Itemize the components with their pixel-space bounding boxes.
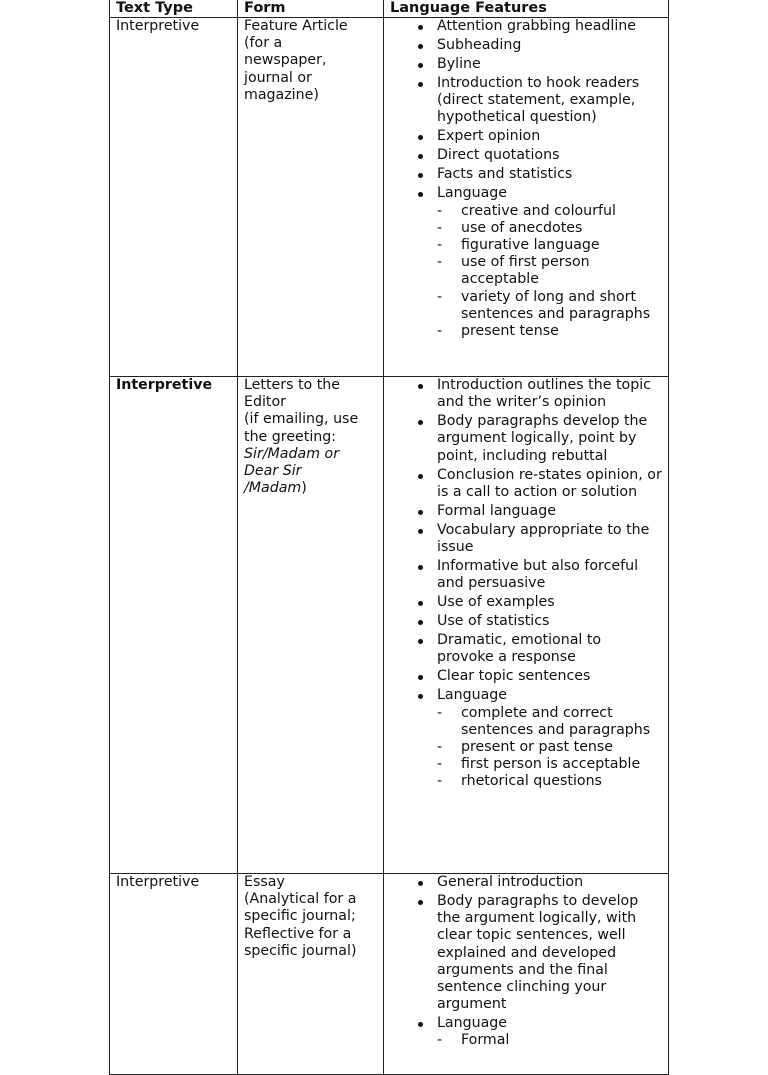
form-line: (Analytical for a xyxy=(244,891,357,908)
table-row xyxy=(110,18,669,377)
table-row xyxy=(110,377,669,874)
text-type: Interpretive xyxy=(116,18,200,34)
language-features-table xyxy=(109,0,669,1075)
feature-item: Introduction to hook readers (direct statement, example, hypothetical question) xyxy=(390,75,662,127)
form-line: the greeting: xyxy=(244,428,337,445)
feature-item: General introduction xyxy=(390,874,662,891)
text-type-cell xyxy=(110,874,238,1075)
feature-item: Clear topic sentences xyxy=(390,668,662,685)
form-line: Essay xyxy=(244,874,285,890)
feature-item: Dramatic, emotional to provoke a response xyxy=(390,632,662,666)
sub-feature-item: - creative and colourful xyxy=(437,203,662,220)
header-form: Form xyxy=(238,0,384,18)
feature-item: Facts and statistics xyxy=(390,166,662,183)
feature-item: Body paragraphs to develop the argument logically, with clear topic sentences, well explained and developed arguments and the final sentence clinching your argument xyxy=(390,893,662,1013)
text-type: Interpretive xyxy=(116,874,200,890)
form-line-italic: Sir/Madam or xyxy=(244,445,340,462)
feature-item xyxy=(390,687,662,790)
features-list xyxy=(390,377,662,791)
feature-item: Direct quotations xyxy=(390,147,662,164)
header-language-features: Language Features xyxy=(384,0,669,18)
feature-item: Subheading xyxy=(390,37,662,54)
feature-item: Conclusion re-states opinion, or is a call to action or solution xyxy=(390,467,662,501)
feature-item xyxy=(390,1015,662,1049)
sub-feature-item: - present or past tense xyxy=(437,739,662,756)
form-line: specific journal; xyxy=(244,908,356,925)
sub-feature-item: - use of anecdotes xyxy=(437,220,662,237)
features-cell xyxy=(384,377,669,874)
features-list xyxy=(390,874,662,1050)
features-list xyxy=(390,18,662,340)
feature-item: Informative but also forceful and persuasive xyxy=(390,558,662,592)
text-type-cell xyxy=(110,18,238,377)
feature-item: Introduction outlines the topic and the writer’s opinion xyxy=(390,377,662,411)
form-line: Reflective for a xyxy=(244,925,352,942)
feature-item: Use of examples xyxy=(390,594,662,611)
table-row xyxy=(110,874,669,1075)
sub-feature-item: - use of first person acceptable xyxy=(437,254,662,288)
text-type-cell xyxy=(110,377,238,874)
feature-item xyxy=(390,185,662,340)
sub-features-list xyxy=(437,1032,662,1049)
sub-feature-item: - figurative language xyxy=(437,237,662,254)
form-line: Editor xyxy=(244,394,286,411)
form-line-italic: /Madam xyxy=(244,480,302,497)
feature-item: Vocabulary appropriate to the issue xyxy=(390,522,662,556)
form-line: specific journal) xyxy=(244,942,357,959)
sub-feature-item: - first person is acceptable xyxy=(437,756,662,773)
form-line: (if emailing, use xyxy=(244,411,359,428)
feature-item: Body paragraphs develop the argument logically, point by point, including rebuttal xyxy=(390,413,662,465)
sub-feature-item: - present tense xyxy=(437,323,662,340)
feature-item-label: Language xyxy=(437,1015,508,1032)
form-line: (for a xyxy=(244,35,283,52)
feature-item: Expert opinion xyxy=(390,128,662,145)
form-line: newspaper, xyxy=(244,52,327,69)
form-line: Feature Article xyxy=(244,18,348,34)
form-line: Letters to the xyxy=(244,377,341,393)
sub-features-list xyxy=(437,705,662,791)
sub-features-list xyxy=(437,203,662,341)
feature-item-label: Language xyxy=(437,687,508,704)
features-cell xyxy=(384,874,669,1075)
header-text-type: Text Type xyxy=(110,0,238,18)
form-cell xyxy=(238,874,384,1075)
feature-item: Use of statistics xyxy=(390,613,662,630)
form-line: journal or xyxy=(244,69,312,86)
header-row xyxy=(110,0,669,18)
sub-feature-item: - Formal xyxy=(437,1032,662,1049)
feature-item: Attention grabbing headline xyxy=(390,18,662,35)
feature-item: Byline xyxy=(390,56,662,73)
form-close-paren: ) xyxy=(301,480,307,497)
features-cell xyxy=(384,18,669,377)
feature-item-label: Language xyxy=(437,185,508,202)
form-line: magazine) xyxy=(244,86,319,103)
feature-item: Formal language xyxy=(390,503,662,520)
text-type: Interpretive xyxy=(116,377,213,393)
sub-feature-item: - rhetorical questions xyxy=(437,773,662,790)
form-line-italic: Dear Sir xyxy=(244,463,302,480)
form-cell xyxy=(238,377,384,874)
sub-feature-item: - complete and correct sentences and paragraphs xyxy=(437,705,662,739)
form-cell xyxy=(238,18,384,377)
sub-feature-item: - variety of long and short sentences and paragraphs xyxy=(437,289,662,323)
